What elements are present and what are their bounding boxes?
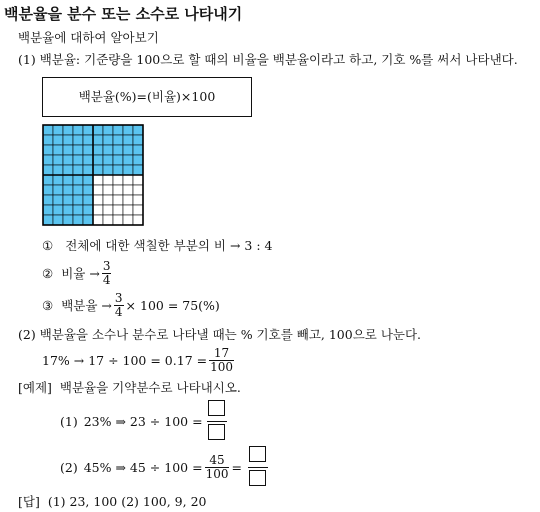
grid-cell-shaded (53, 125, 63, 135)
item2-number: (2) (18, 327, 36, 342)
grid-cell-shaded (43, 155, 53, 165)
answer-text: (1) 23, 100 (2) 100, 9, 20 (47, 494, 207, 509)
section-heading: 백분율에 대하여 알아보기 (18, 30, 159, 45)
grid-cell-shaded (83, 195, 93, 205)
grid-cell-shaded (73, 155, 83, 165)
formula-box (42, 77, 252, 117)
step-2 (42, 258, 113, 288)
step-1 (42, 236, 272, 254)
grid-cell-shaded (53, 155, 63, 165)
grid-cell-empty (93, 205, 103, 215)
problem-2-expr: 45% ⇒ 45 ÷ 100 = (83, 459, 203, 475)
problem-1-answer-blank[interactable] (207, 399, 227, 444)
grid-cell-shaded (53, 165, 63, 175)
grid-cell-shaded (43, 205, 53, 215)
item2-text: 백분율을 소수나 분수로 나타낼 때는 % 기호를 빼고, 100으로 나눈다. (39, 327, 422, 342)
grid-cell-shaded (133, 135, 143, 145)
grid-cell-empty (113, 185, 123, 195)
grid-cell-empty (103, 205, 113, 215)
grid-cell-shaded (63, 195, 73, 205)
example-label: [예제] (18, 380, 52, 395)
grid-cell-shaded (43, 195, 53, 205)
grid-cell-empty (133, 185, 143, 195)
step-2-text: 비율 → (61, 266, 100, 281)
hundred-grid (42, 124, 146, 228)
grid-cell-shaded (93, 165, 103, 175)
grid-cell-shaded (133, 155, 143, 165)
step-3 (42, 290, 220, 320)
problem-2-frac-den: 100 (205, 466, 229, 481)
grid-cell-shaded (103, 125, 113, 135)
grid-cell-empty (113, 205, 123, 215)
grid-cell-shaded (83, 125, 93, 135)
grid-cell-shaded (63, 165, 73, 175)
step-2-fraction (102, 260, 112, 287)
problem-2-denominator-box[interactable] (249, 470, 266, 486)
step-2-frac-den: 4 (102, 272, 111, 287)
grid-cell-empty (123, 205, 133, 215)
formula-text: 백분율(%)=(비율)×100 (78, 89, 216, 104)
grid-cell-shaded (63, 155, 73, 165)
grid-cell-shaded (53, 175, 63, 185)
item1-text: 백분율: 기준량을 100으로 할 때의 비율을 백분율이라고 하고, 기호 %를 써서 나타낸다. (39, 52, 518, 67)
grid-cell-shaded (113, 135, 123, 145)
example-prompt: 백분율을 기약분수로 나타내시오. (59, 380, 241, 395)
item1-number: (1) (18, 52, 36, 67)
grid-cell-shaded (123, 135, 133, 145)
conversion-fraction (209, 347, 234, 374)
grid-cell-shaded (93, 125, 103, 135)
grid-cell-empty (103, 195, 113, 205)
grid-cell-shaded (123, 155, 133, 165)
problem-1-denominator-box[interactable] (208, 424, 225, 440)
grid-cell-shaded (103, 135, 113, 145)
grid-cell-shaded (43, 215, 53, 225)
grid-cell-shaded (43, 175, 53, 185)
grid-cell-empty (133, 175, 143, 185)
grid-cell-shaded (43, 125, 53, 135)
grid-cell-empty (103, 175, 113, 185)
grid-cell-shaded (83, 165, 93, 175)
grid-cell-shaded (103, 155, 113, 165)
grid-cell-empty (123, 195, 133, 205)
grid-cell-shaded (63, 145, 73, 155)
conversion-left: 17% → 17 ÷ 100 = 0.17 = (42, 352, 208, 368)
grid-cell-empty (123, 175, 133, 185)
grid-cell-shaded (73, 205, 83, 215)
grid-cell-empty (93, 195, 103, 205)
step-1-text: 전체에 대한 색칠한 부분의 비 → 3 : 4 (65, 238, 273, 253)
step-3-tail: × 100 = 75(%) (125, 297, 220, 313)
example-heading (18, 378, 241, 396)
grid-cell-shaded (43, 145, 53, 155)
problem-2-fraction (205, 454, 230, 481)
conversion-example (42, 344, 236, 376)
grid-cell-shaded (63, 205, 73, 215)
grid-cell-empty (103, 185, 113, 195)
grid-cell-shaded (133, 145, 143, 155)
grid-cell-shaded (83, 185, 93, 195)
problem-2-num: (2) (60, 459, 78, 475)
item1-line (18, 50, 518, 68)
answer-line (18, 492, 206, 510)
grid-cell-empty (93, 215, 103, 225)
item2-line (18, 325, 421, 343)
step-3-frac-den: 4 (114, 304, 123, 319)
grid-cell-shaded (123, 145, 133, 155)
step-3-text: 백분율 → (61, 298, 112, 313)
conversion-frac-num: 17 (213, 345, 230, 360)
grid-cell-shaded (83, 135, 93, 145)
grid-cell-empty (133, 195, 143, 205)
problem-1-numerator-box[interactable] (208, 400, 225, 416)
grid-cell-shaded (73, 125, 83, 135)
grid-cell-shaded (133, 165, 143, 175)
grid-cell-empty (113, 215, 123, 225)
grid-cell-shaded (43, 135, 53, 145)
grid-cell-empty (133, 205, 143, 215)
grid-cell-shaded (103, 145, 113, 155)
grid-cell-shaded (123, 165, 133, 175)
problem-1 (60, 402, 227, 440)
grid-cell-shaded (83, 205, 93, 215)
grid-cell-shaded (73, 165, 83, 175)
grid-cell-shaded (53, 205, 63, 215)
grid-cell-shaded (63, 135, 73, 145)
grid-cell-shaded (53, 135, 63, 145)
problem-2-eq: = (231, 459, 242, 475)
grid-cell-shaded (113, 155, 123, 165)
problem-2-answer-blank[interactable] (248, 445, 268, 490)
grid-cell-shaded (83, 155, 93, 165)
grid-cell-shaded (73, 195, 83, 205)
grid-cell-shaded (63, 185, 73, 195)
grid-cell-shaded (53, 145, 63, 155)
grid-cell-shaded (113, 165, 123, 175)
grid-cell-shaded (93, 145, 103, 155)
step-1-num: ① (42, 238, 54, 253)
grid-cell-shaded (73, 185, 83, 195)
grid-cell-shaded (53, 185, 63, 195)
grid-cell-shaded (103, 165, 113, 175)
grid-cell-shaded (113, 145, 123, 155)
grid-cell-empty (133, 215, 143, 225)
grid-cell-shaded (83, 145, 93, 155)
grid-cell-empty (123, 215, 133, 225)
problem-1-num: (1) (60, 413, 78, 429)
grid-cell-shaded (63, 215, 73, 225)
grid-cell-shaded (133, 125, 143, 135)
grid-cell-empty (103, 215, 113, 225)
page-title: 백분율을 분수 또는 소수로 나타내기 (4, 5, 243, 23)
problem-2-numerator-box[interactable] (249, 446, 266, 462)
step-2-num: ② (42, 265, 54, 281)
grid-cell-shaded (93, 155, 103, 165)
grid-cell-shaded (63, 175, 73, 185)
conversion-frac-den: 100 (210, 359, 233, 374)
problem-2 (60, 448, 268, 486)
grid-cell-empty (113, 195, 123, 205)
answer-label: [답] (18, 494, 40, 509)
step-3-fraction (114, 292, 124, 319)
grid-cell-shaded (53, 215, 63, 225)
step-3-frac-num: 3 (114, 290, 123, 305)
grid-cell-shaded (43, 165, 53, 175)
grid-cell-shaded (93, 135, 103, 145)
grid-cell-shaded (73, 145, 83, 155)
grid-cell-shaded (123, 125, 133, 135)
problem-2-frac-num: 45 (209, 452, 225, 467)
grid-cell-shaded (73, 215, 83, 225)
grid-cell-shaded (43, 185, 53, 195)
step-2-frac-num: 3 (102, 258, 111, 273)
grid-cell-shaded (113, 125, 123, 135)
grid-cell-empty (93, 185, 103, 195)
step-3-num: ③ (42, 297, 54, 313)
grid-cell-empty (113, 175, 123, 185)
grid-cell-shaded (53, 195, 63, 205)
grid-cell-shaded (83, 215, 93, 225)
grid-cell-empty (93, 175, 103, 185)
grid-cell-empty (123, 185, 133, 195)
problem-1-expr: 23% ⇒ 23 ÷ 100 = (83, 413, 203, 429)
grid-cell-shaded (73, 175, 83, 185)
grid-cell-shaded (83, 175, 93, 185)
grid-cell-shaded (73, 135, 83, 145)
grid-cell-shaded (63, 125, 73, 135)
